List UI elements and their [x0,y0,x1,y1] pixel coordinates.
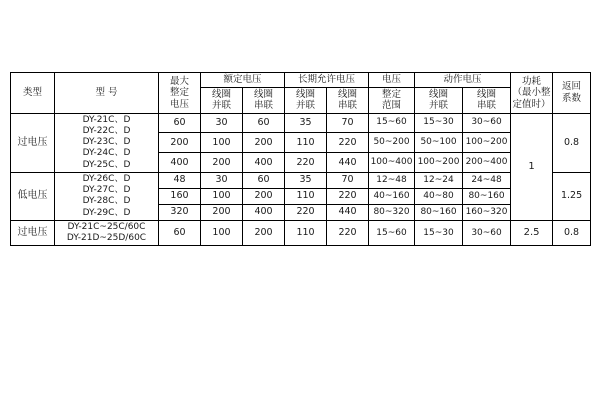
cell-long-parallel: 35 [285,172,327,188]
cell-rated-series: 400 [243,204,285,220]
cell-return-2: 1.25 [553,172,591,220]
cell-action-series: 24~48 [463,172,511,188]
group-models-3: DY-21C~25C/60C DY-21D~25D/60C [55,220,159,246]
cell-action-parallel: 15~30 [415,113,463,133]
header-model [55,73,159,114]
cell-long-series: 70 [327,113,369,133]
cell-action-parallel: 40~80 [415,188,463,204]
cell-max-setting: 320 [159,204,201,220]
cell-rated-series: 60 [243,172,285,188]
cell-max-setting: 200 [159,133,201,153]
cell-long-series: 440 [327,153,369,173]
table-header [11,73,591,114]
cell-long-series: 220 [327,188,369,204]
cell-max-setting: 60 [159,220,201,246]
cell-action-parallel: 80~160 [415,204,463,220]
header-rated-coil-parallel: 线圈 并联 [201,87,243,113]
header-model-label: 型 号 [95,86,118,98]
table-body [11,113,591,246]
cell-voltage-range: 12~48 [369,172,415,188]
cell-action-parallel: 12~24 [415,172,463,188]
cell-voltage-range: 15~60 [369,220,415,246]
cell-action-parallel: 15~30 [415,220,463,246]
group-type-2: 低电压 [11,172,55,220]
cell-max-setting: 60 [159,113,201,133]
cell-max-setting: 400 [159,153,201,173]
group-type-1: 过电压 [11,113,55,172]
cell-action-series: 80~160 [463,188,511,204]
cell-voltage-range: 80~320 [369,204,415,220]
cell-action-series: 30~60 [463,220,511,246]
cell-return-1: 0.8 [553,113,591,172]
cell-long-parallel: 110 [285,220,327,246]
cell-rated-series: 60 [243,113,285,133]
table-row [11,220,591,246]
cell-rated-parallel: 30 [201,172,243,188]
header-return-coefficient: 返回 系数 [553,73,591,114]
group-type-3: 过电压 [11,220,55,246]
cell-rated-series: 200 [243,188,285,204]
cell-rated-parallel: 30 [201,113,243,133]
specification-table [10,72,591,246]
header-voltage-group: 电压 [369,73,415,88]
header-long-term-voltage-group: 长期允许电压 [285,73,369,88]
cell-rated-series: 200 [243,220,285,246]
header-rated-coil-series: 线圈 串联 [243,87,285,113]
header-rated-voltage-group: 额定电压 [201,73,285,88]
cell-long-parallel: 220 [285,204,327,220]
cell-power-1: 1 [511,113,553,220]
cell-action-parallel: 100~200 [415,153,463,173]
cell-rated-series: 200 [243,133,285,153]
header-type-label: 类型 [22,86,42,98]
cell-voltage-range: 40~160 [369,188,415,204]
cell-long-parallel: 220 [285,153,327,173]
cell-max-setting: 48 [159,172,201,188]
cell-action-parallel: 50~100 [415,133,463,153]
cell-rated-parallel: 100 [201,188,243,204]
cell-rated-parallel: 100 [201,220,243,246]
group-models-1: DY-21C、D DY-22C、D DY-23C、D DY-24C、D DY-25C、D [55,113,159,172]
table-row [11,172,591,188]
header-action-voltage-group: 动作电压 [415,73,511,88]
cell-return-3: 0.8 [553,220,591,246]
header-long-coil-series: 线圈 串联 [327,87,369,113]
cell-long-series: 220 [327,133,369,153]
table-row [11,113,591,133]
cell-max-setting: 160 [159,188,201,204]
cell-long-series: 220 [327,220,369,246]
cell-long-series: 70 [327,172,369,188]
cell-action-series: 100~200 [463,133,511,153]
cell-long-parallel: 110 [285,133,327,153]
cell-long-series: 440 [327,204,369,220]
header-type [11,73,55,114]
header-max-setting-voltage: 最大 整定 电压 [159,73,201,114]
cell-rated-series: 400 [243,153,285,173]
cell-rated-parallel: 100 [201,133,243,153]
cell-action-series: 200~400 [463,153,511,173]
header-action-coil-parallel: 线圈 并联 [415,87,463,113]
cell-voltage-range: 15~60 [369,113,415,133]
cell-voltage-range: 100~400 [369,153,415,173]
header-voltage-range: 整定 范围 [369,87,415,113]
cell-action-series: 160~320 [463,204,511,220]
cell-rated-parallel: 200 [201,153,243,173]
header-row-1 [11,73,591,88]
header-power: 功耗 （最小整 定值时） [511,73,553,114]
cell-rated-parallel: 200 [201,204,243,220]
cell-voltage-range: 50~200 [369,133,415,153]
cell-action-series: 30~60 [463,113,511,133]
header-long-coil-parallel: 线圈 并联 [285,87,327,113]
cell-long-parallel: 35 [285,113,327,133]
group-models-2: DY-26C、D DY-27C、D DY-28C、D DY-29C、D [55,172,159,220]
header-action-coil-series: 线圈 串联 [463,87,511,113]
cell-long-parallel: 110 [285,188,327,204]
cell-power-3: 2.5 [511,220,553,246]
